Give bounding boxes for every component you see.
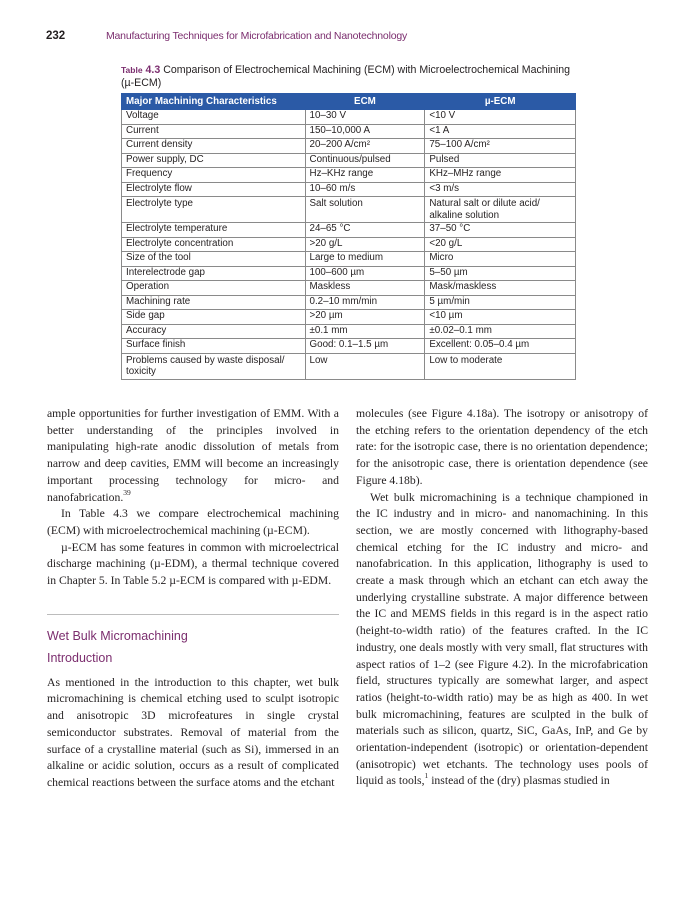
table-cell: 0.2–10 mm/min bbox=[305, 295, 425, 310]
table-cell: Large to medium bbox=[305, 252, 425, 267]
table-cell: >20 µm bbox=[305, 310, 425, 325]
table-row bbox=[122, 124, 576, 139]
table-cell: <20 g/L bbox=[425, 237, 576, 252]
table-cell: Maskless bbox=[305, 281, 425, 296]
table-cell: Interelectrode gap bbox=[122, 266, 306, 281]
table-cell: Low to moderate bbox=[425, 353, 576, 379]
table-cell: Electrolyte temperature bbox=[122, 223, 306, 238]
paragraph: molecules (see Figure 4.18a). The isotropy or anisotropy of the etching refers to the orientation dependency of the etch rate: for the isotropic case, there is no orientation dependence; for the anisotropic case, there is orientation dependence (see Figure 4.18b). bbox=[356, 407, 648, 487]
section-heading: Wet Bulk Micromachining bbox=[47, 628, 188, 643]
subsection-heading: Introduction bbox=[47, 650, 113, 665]
table-cell: 5 µm/min bbox=[425, 295, 576, 310]
table-cell: 150–10,000 A bbox=[305, 124, 425, 139]
paragraph: As mentioned in the introduction to this chapter, wet bulk micromachining is chemical etching used to sculpt isotropic and anisotropic 3D microfeatures in single crystal semiconductor substrates. Removal of material from the surface of a crystalline material (such as Si), immersed in an alkaline or acidic solution, occurs as a result of complicated chemical reactions between the surface atoms and the etchant bbox=[47, 675, 339, 789]
table-cell: Frequency bbox=[122, 168, 306, 183]
table-row bbox=[122, 252, 576, 267]
paragraph: Wet bulk micromachining is a technique championed in the IC industry and in micro- and nanomachining. In this section, we are mostly concerned with lithography-based chemical etching for the IC industry and micro- and nanofabrication. In this application, lithography is used to create a mask through which an etchant can etch away the underlying crystalline substrate. A major difference between the IC and MEMS fields in this regard is in the aspect ratio (height-to-width ratio) of the features crafted. In the IC industry, one deals mostly with very small, flat structures with aspect ratios of 1–2 (see Figure 4.2). In the microfabrication field, structures typically are somewhat larger, and aspect ratios (height-to-width ratio) may be as high as 400. In wet bulk micromachining, features are sculpted in the bulk of materials such as silicon, quartz, SiC, GaAs, InP, and Ge by orientation-independent (isotropic) or orientation-dependent (anisotropic) wet etchants. The technology uses pools of liquid as tools,$^1$ instead of the (dry) plasmas studied in bbox=[356, 490, 648, 788]
comparison-table bbox=[121, 93, 576, 380]
table-row bbox=[122, 281, 576, 296]
table-cell: 100–600 µm bbox=[305, 266, 425, 281]
table-cell: Electrolyte type bbox=[122, 197, 306, 223]
table-cell: <1 A bbox=[425, 124, 576, 139]
table-cell: >20 g/L bbox=[305, 237, 425, 252]
table-cell: Electrolyte concentration bbox=[122, 237, 306, 252]
table-cell: 20–200 A/cm² bbox=[305, 139, 425, 154]
paragraph: µ-ECM has some features in common with microelectrical discharge machining (µ-EDM), a thermal technique covered in Chapter 5. In Table 5.2 µ-ECM is compared with µ-EDM. bbox=[47, 540, 339, 588]
page-number: 232 bbox=[46, 30, 66, 42]
table-cell: Mask/maskless bbox=[425, 281, 576, 296]
table-cell: Side gap bbox=[122, 310, 306, 325]
column-header-micro-ecm: µ-ECM bbox=[425, 94, 576, 110]
table-row bbox=[122, 237, 576, 252]
paragraph: In Table 4.3 we compare electrochemical machining (ECM) with microelectrochemical machining (µ-ECM). bbox=[47, 507, 339, 537]
table-cell: Micro bbox=[425, 252, 576, 267]
reference-marker: 39 bbox=[123, 487, 131, 497]
table-cell: Surface finish bbox=[122, 339, 306, 354]
table-row bbox=[122, 168, 576, 183]
table-cell: 10–60 m/s bbox=[305, 182, 425, 197]
table-row bbox=[122, 223, 576, 238]
table-cell: Salt solution bbox=[305, 197, 425, 223]
table-cell: <10 µm bbox=[425, 310, 576, 325]
reference-marker: 1 bbox=[424, 771, 429, 781]
right-column bbox=[356, 406, 648, 790]
column-header-characteristics: Major Machining Characteristics bbox=[122, 94, 306, 110]
table-cell: Size of the tool bbox=[122, 252, 306, 267]
table-cell: Accuracy bbox=[122, 324, 306, 339]
table-row bbox=[122, 153, 576, 168]
table-row bbox=[122, 110, 576, 125]
table-row bbox=[122, 266, 576, 281]
table-cell: Low bbox=[305, 353, 425, 379]
table-row bbox=[122, 353, 576, 379]
table-row bbox=[122, 324, 576, 339]
table-row bbox=[122, 139, 576, 154]
table-cell: Current density bbox=[122, 139, 306, 154]
table-cell: Hz–KHz range bbox=[305, 168, 425, 183]
table-cell: Electrolyte flow bbox=[122, 182, 306, 197]
table-cell: 37–50 °C bbox=[425, 223, 576, 238]
table-cell: 5–50 µm bbox=[425, 266, 576, 281]
page-header bbox=[46, 30, 407, 46]
table-cell: ±0.1 mm bbox=[305, 324, 425, 339]
table-cell: 10–30 V bbox=[305, 110, 425, 125]
table-cell: <10 V bbox=[425, 110, 576, 125]
table-cell: Machining rate bbox=[122, 295, 306, 310]
paragraph: ample opportunities for further investigation of EMM. With a better understanding of the principles involved in manipulating high-rate anodic dissolution of metals from narrow and deep cavities, EMM will become an increasingly important processing technology for micro- and nanofabrication.$^{39}$ bbox=[47, 407, 339, 504]
table-row bbox=[122, 310, 576, 325]
table-label: Table 4.3 bbox=[121, 64, 161, 76]
table-caption bbox=[121, 64, 581, 90]
table-cell: Power supply, DC bbox=[122, 153, 306, 168]
table-cell: 24–65 °C bbox=[305, 223, 425, 238]
table-cell: Current bbox=[122, 124, 306, 139]
table-cell: Operation bbox=[122, 281, 306, 296]
table-cell: Pulsed bbox=[425, 153, 576, 168]
column-header-ecm: ECM bbox=[305, 94, 425, 110]
table-cell: Continuous/pulsed bbox=[305, 153, 425, 168]
table-cell: Voltage bbox=[122, 110, 306, 125]
table-header-row bbox=[122, 94, 576, 110]
table-cell: KHz–MHz range bbox=[425, 168, 576, 183]
table-row bbox=[122, 295, 576, 310]
left-column bbox=[47, 406, 339, 792]
table-cell: Good: 0.1–1.5 µm bbox=[305, 339, 425, 354]
table-cell: Natural salt or dilute acid/ alkaline solution bbox=[425, 197, 576, 223]
section-divider bbox=[47, 614, 339, 615]
running-head: Manufacturing Techniques for Microfabrication and Nanotechnology bbox=[106, 30, 408, 42]
table-row bbox=[122, 182, 576, 197]
table-cell: ±0.02–0.1 mm bbox=[425, 324, 576, 339]
table-row bbox=[122, 339, 576, 354]
table-row bbox=[122, 197, 576, 223]
table-cell: <3 m/s bbox=[425, 182, 576, 197]
table-cell: 75–100 A/cm² bbox=[425, 139, 576, 154]
table-cell: Problems caused by waste disposal/ toxicity bbox=[122, 353, 306, 379]
table-title: Comparison of Electrochemical Machining (ECM) with Microelectrochemical Machining (µ-ECM) bbox=[121, 64, 571, 89]
table-cell: Excellent: 0.05–0.4 µm bbox=[425, 339, 576, 354]
